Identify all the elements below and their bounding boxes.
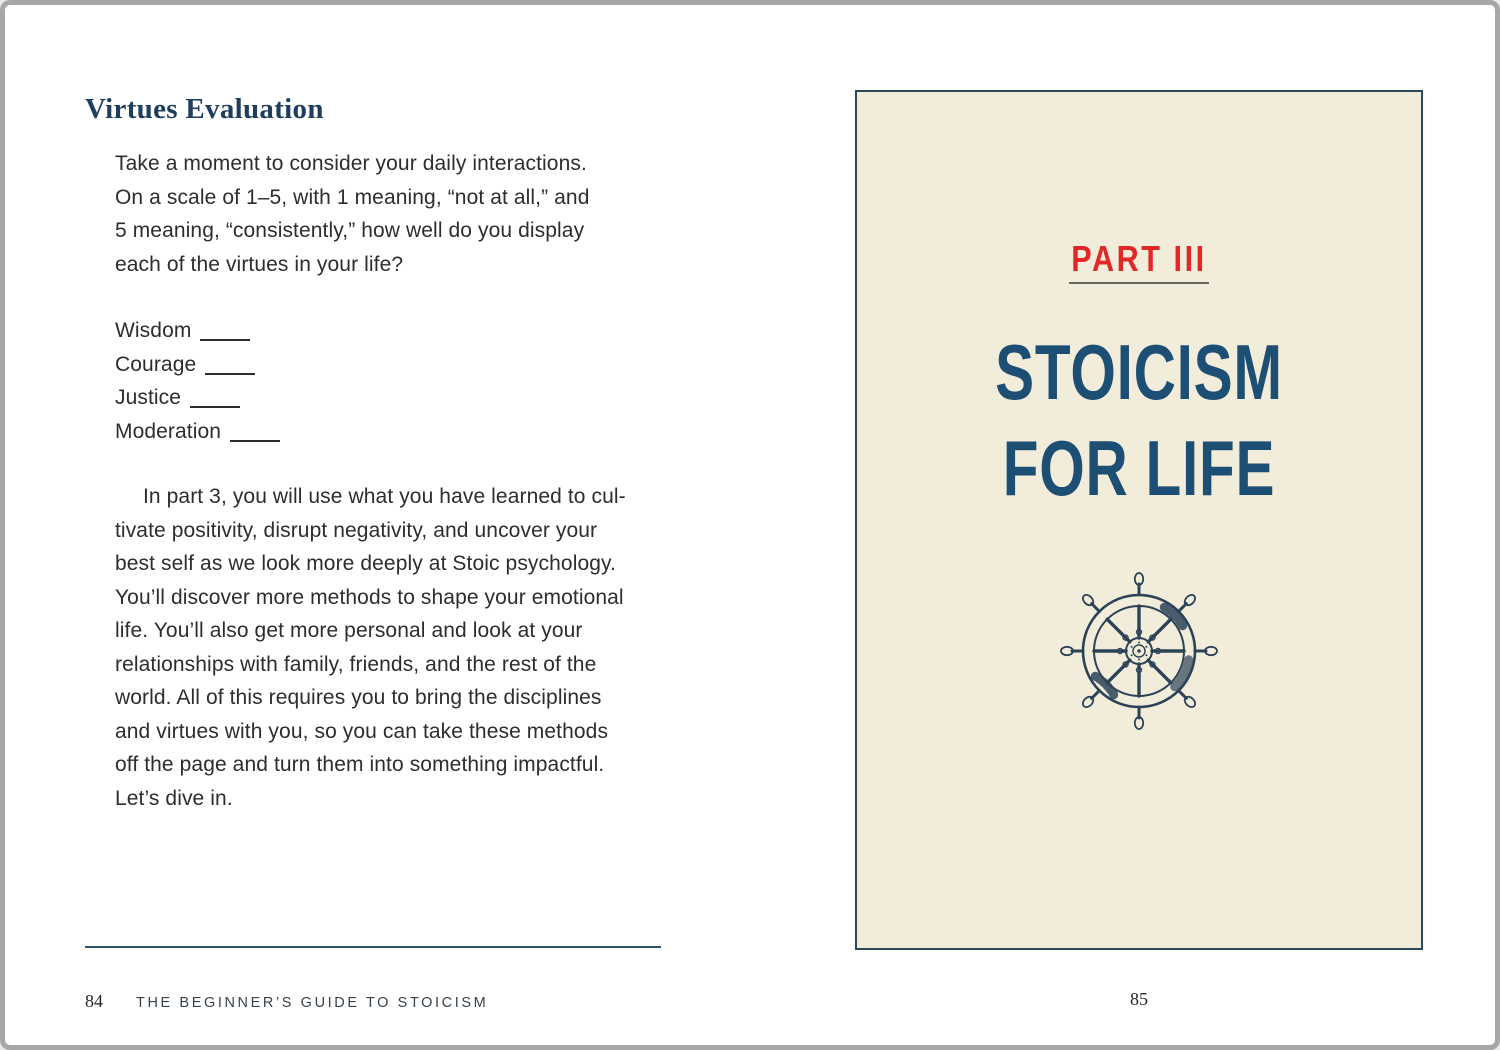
intro-line: 5 meaning, “consistently,” how well do you display [115,219,585,242]
intro-paragraph [115,147,655,281]
part-title-line-1: STOICISM [995,328,1283,416]
body-line: off the page and turn them into something impactful. [115,753,605,776]
intro-line: each of the virtues in your life? [115,252,404,276]
part-title [928,324,1351,516]
virtue-label: Courage [115,352,197,376]
part-label: PART III [1071,238,1207,279]
page-number-right: 85 [1130,989,1148,1009]
virtue-row [115,314,515,348]
footer-rule [85,946,661,948]
body-paragraph [115,480,660,815]
body-line: tivate positivity, disrupt negativity, and uncover your [115,518,598,542]
body-line: You’ll discover more methods to shape your emotional [115,585,624,609]
virtue-blank-line [205,361,255,375]
virtue-label: Justice [115,386,182,409]
intro-line: On a scale of 1–5, with 1 meaning, “not at all,” and [115,185,590,209]
virtues-list [115,314,515,448]
virtue-blank-line [200,327,250,341]
virtue-label: Moderation [115,419,222,443]
part-opener-panel [855,90,1423,950]
virtue-row [115,348,515,382]
body-line: In part 3, you will use what you have learned to cul- [143,485,626,508]
body-line: Let’s dive in. [115,786,233,810]
body-line: best self as we look more deeply at Stoic psychology. [115,552,616,575]
ship-wheel-icon [1059,571,1219,731]
body-line: life. You’ll also get more personal and look at your [115,619,583,642]
part-label-underline [1069,282,1209,284]
virtue-blank-line [230,428,280,442]
virtue-blank-line [190,394,240,408]
intro-line: Take a moment to consider your daily interactions. [115,152,587,175]
page-number-left: 84 [85,991,103,1011]
part-title-line-2: FOR LIFE [1002,424,1276,512]
virtue-row [115,381,515,415]
virtue-label: Wisdom [115,319,192,342]
section-heading: Virtues Evaluation [85,93,324,125]
virtue-row [115,415,515,449]
left-page-footer [85,991,661,1012]
body-line: and virtues with you, so you can take these methods [115,719,609,743]
book-title: THE BEGINNER’S GUIDE TO STOICISM [136,995,489,1011]
body-line: world. All of this requires you to bring the disciplines [115,686,602,709]
body-line: relationships with family, friends, and the rest of the [115,652,597,676]
